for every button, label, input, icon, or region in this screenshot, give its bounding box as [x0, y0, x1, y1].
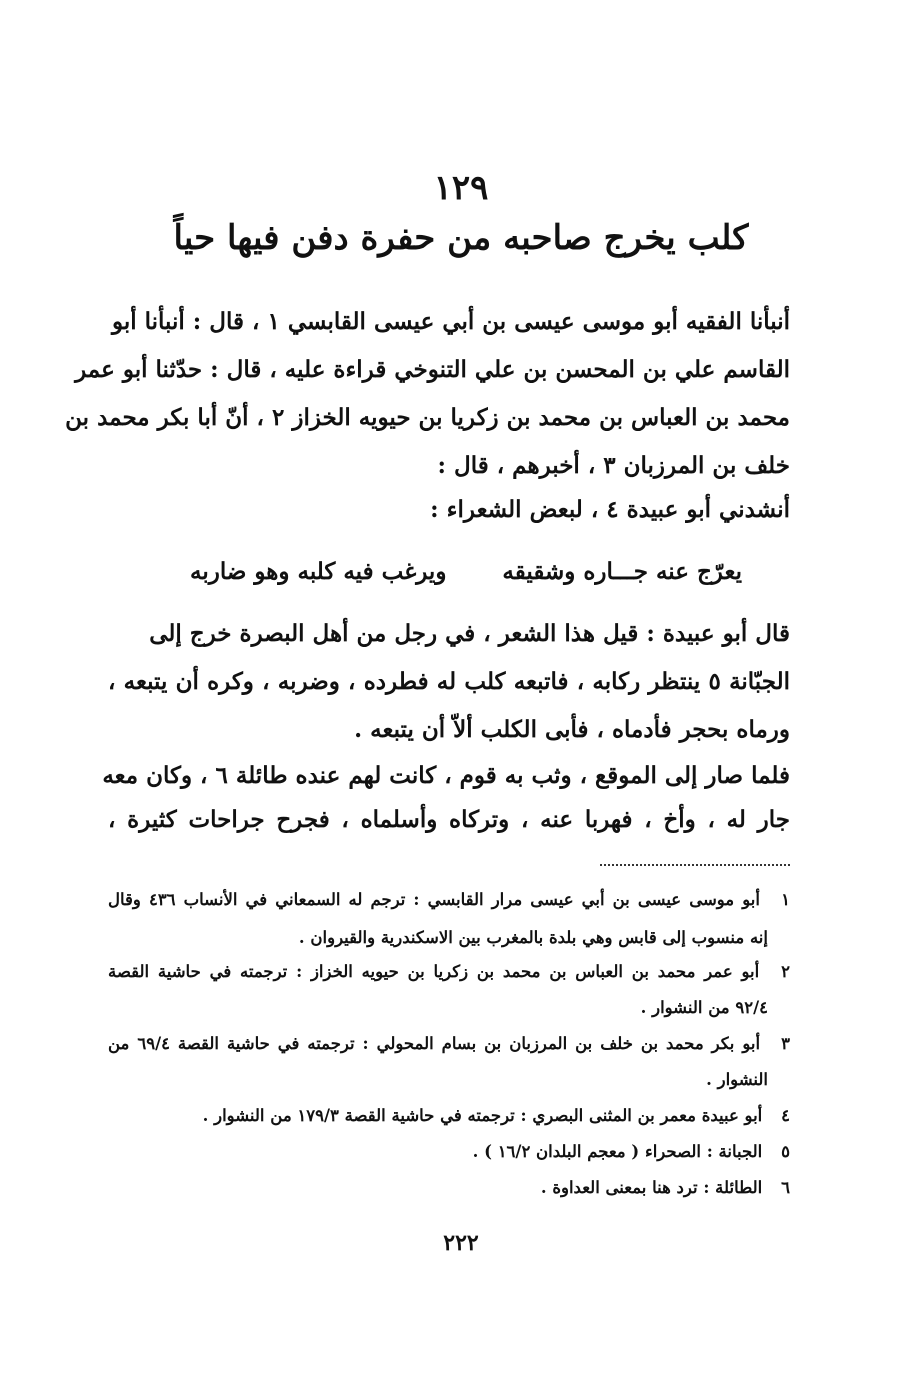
story-title: كلب يخرج صاحبه من حفرة دفن فيها حياً: [173, 218, 749, 258]
body-line: محمد بن العباس بن محمد بن زكريا بن حيويه الخزاز ٢ ، أنّ أبا بكر محمد بن: [65, 404, 790, 431]
footnote-number: ٢: [781, 962, 790, 981]
poem-second-hemistich: ويرغب فيه كلبه وهو ضاربه: [190, 558, 447, 585]
page-number: ٢٢٢: [443, 1230, 479, 1256]
footnote-separator: [600, 864, 790, 866]
poem-first-hemistich: يعرّج عنه جـــاره وشقيقه: [502, 558, 742, 585]
body-line: أنشدني أبو عبيدة ٤ ، لبعض الشعراء :: [430, 496, 790, 523]
footnote-number: ١: [781, 890, 790, 909]
footnote-text: الطائلة : ترد هنا بمعنى العداوة .: [540, 1178, 763, 1197]
footnote-number: ٦: [781, 1178, 790, 1197]
footnote-6: [541, 1178, 790, 1197]
body-line: قال أبو عبيدة : قيل هذا الشعر ، في رجل من أهل البصرة خرج إلى: [149, 620, 790, 647]
footnote-text: الجبانة : الصحراء ( معجم البلدان ١٦/٢ ) .: [472, 1142, 763, 1161]
story-number: ١٢٩: [433, 168, 489, 208]
body-line: أنبأنا الفقيه أبو موسى عيسى بن أبي عيسى القابسي ١ ، قال : أنبأنا أبو: [111, 308, 790, 335]
footnote-1-cont: إنه منسوب إلى قابس وهي بلدة بالمغرب بين الاسكندرية والقيروان .: [298, 928, 768, 947]
body-line: الجبّانة ٥ ينتظر ركابه ، فاتبعه كلب له فطرده ، وضربه ، وكره أن يتبعه ،: [108, 668, 790, 695]
footnote-number: ٣: [781, 1034, 790, 1053]
footnote-3: [108, 1034, 790, 1053]
footnote-text: أبو عمر محمد بن العباس بن محمد بن زكريا بن حيويه الخزاز : ترجمته في حاشية القصة: [108, 962, 760, 981]
body-line: القاسم علي بن المحسن بن علي التنوخي قراءة عليه ، قال : حدّثنا أبو عمر: [75, 356, 790, 383]
footnote-number: ٥: [781, 1142, 790, 1161]
footnote-number: ٤: [781, 1106, 790, 1125]
footnote-3-cont: النشوار .: [706, 1070, 768, 1089]
footnote-4: [203, 1106, 790, 1125]
body-line: فلما صار إلى الموقع ، وثب به قوم ، كانت لهم عنده طائلة ٦ ، وكان معه: [102, 762, 790, 789]
body-line: ورماه بحجر فأدماه ، فأبى الكلب ألاّ أن يتبعه .: [354, 716, 790, 743]
footnote-5: [473, 1142, 790, 1161]
footnote-2-cont: ٩٢/٤ من النشوار .: [640, 998, 768, 1017]
footnote-2: [108, 962, 790, 981]
poem-verse: [190, 558, 742, 585]
footnote-1: [108, 890, 790, 909]
body-line: خلف بن المرزبان ٣ ، أخبرهم ، قال :: [437, 452, 790, 479]
footnote-text: أبو بكر محمد بن خلف بن المرزبان بن بسام المحولي : ترجمته في حاشية القصة ٦٩/٤ من: [108, 1034, 761, 1053]
footnote-text: أبو موسى عيسى بن أبي عيسى مرار القابسي : ترجم له السمعاني في الأنساب ٤٣٦ وقال: [108, 890, 760, 909]
body-line: جار له ، وأخ ، فهربا عنه ، وتركاه وأسلماه ، فجرح جراحات كثيرة ،: [108, 806, 790, 833]
footnote-text: أبو عبيدة معمر بن المثنى البصري : ترجمته في حاشية القصة ١٧٩/٣ من النشوار .: [202, 1106, 763, 1125]
